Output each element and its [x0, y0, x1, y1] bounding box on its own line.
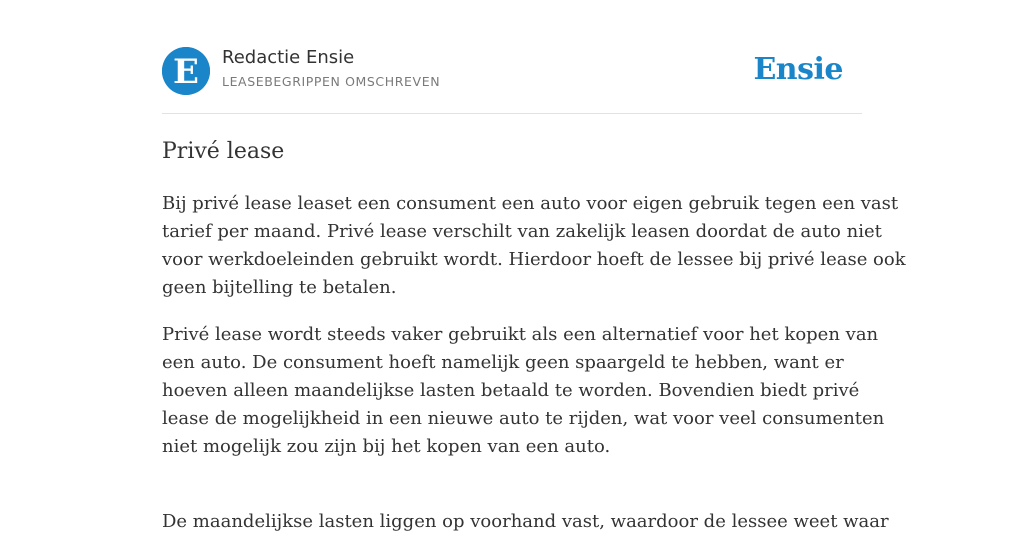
- paragraph-line: lease de mogelijkheid in een nieuwe auto te rijden, wat voor veel consumenten: [162, 408, 885, 429]
- article-body: [162, 190, 906, 555]
- author-subtitle: LEASEBEGRIPPEN OMSCHREVEN: [222, 74, 441, 89]
- paragraph-line: Bij privé lease leaset een consument een auto voor eigen gebruik tegen een vast: [162, 193, 899, 214]
- paragraph-1: [162, 190, 906, 302]
- paragraph-line: De maandelijkse lasten liggen op voorhand vast, waardoor de lessee weet waar: [162, 511, 889, 532]
- paragraph-line: voor werkdoeleinden gebruikt wordt. Hierdoor hoeft de lessee bij privé lease ook: [162, 249, 906, 270]
- author-header: [162, 46, 862, 96]
- author-name[interactable]: Redactie Ensie: [222, 47, 355, 68]
- paragraph-line: geen bijtelling te betalen.: [162, 277, 397, 298]
- ensie-e-logo-icon: [162, 47, 210, 95]
- page-container: [162, 0, 906, 532]
- paragraph-line: Privé lease wordt steeds vaker gebruikt als een alternatief voor het kopen van: [162, 324, 879, 345]
- paragraph-line: tarief per maand. Privé lease verschilt van zakelijk leasen doordat de auto niet: [162, 221, 882, 242]
- header-divider: [162, 113, 862, 114]
- brand-logo[interactable]: Ensie: [753, 52, 843, 87]
- avatar[interactable]: [162, 47, 210, 95]
- paragraph-line: hoeven alleen maandelijkse lasten betaald te worden. Bovendien biedt privé: [162, 380, 860, 401]
- paragraph-line: niet mogelijk zou zijn bij het kopen van een auto.: [162, 436, 611, 457]
- article-title: Privé lease: [162, 139, 285, 164]
- paragraph-2: [162, 321, 885, 489]
- paragraph-line: een auto. De consument hoeft namelijk geen spaargeld te hebben, want er: [162, 352, 844, 373]
- paragraph-spacer: [162, 461, 862, 489]
- paragraph-3: [162, 508, 889, 536]
- avatar-letter: E: [173, 52, 199, 92]
